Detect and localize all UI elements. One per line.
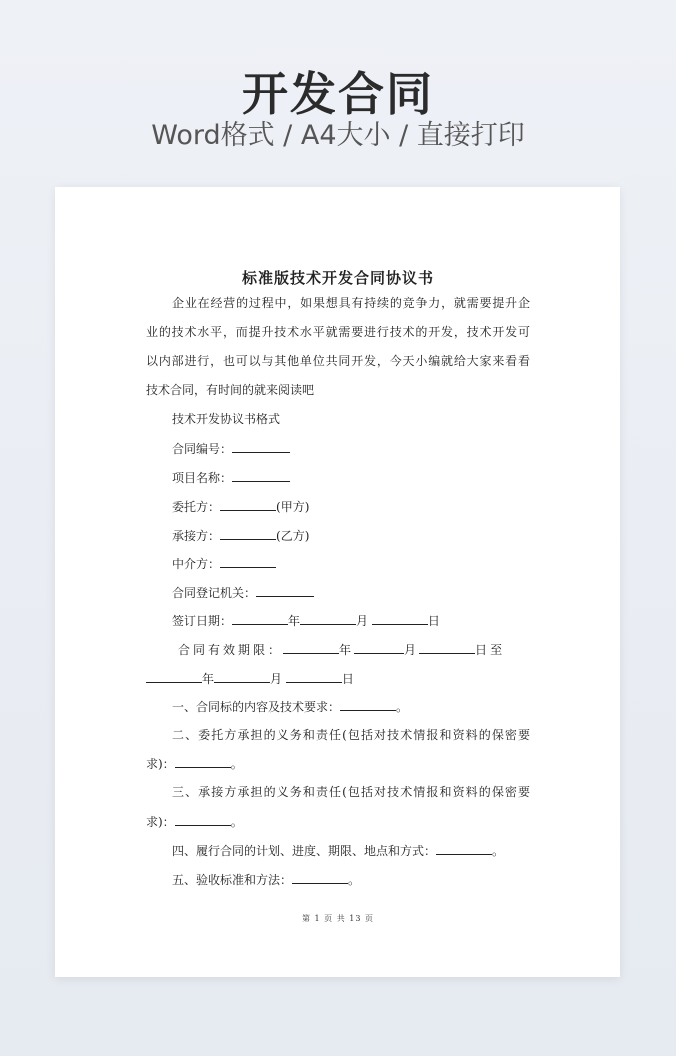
validity-end-row [146, 670, 530, 686]
item-1-label: 一、合同标的内容及技术要求： [172, 700, 341, 714]
item-2-blank [175, 755, 231, 768]
item-4-row [146, 842, 530, 858]
intro-line-4: 技术合同，有时间的就来阅读吧 [146, 383, 315, 397]
format-heading: 技术开发协议书格式 [172, 412, 281, 426]
item-1-period: 。 [396, 700, 409, 714]
contract-no-row [146, 440, 530, 456]
item-5-label: 五、验收标准和方法： [172, 873, 293, 887]
document-page [55, 187, 620, 977]
contractor-row [146, 527, 530, 543]
contractor-blank [220, 527, 276, 540]
intermediary-blank [220, 555, 276, 568]
client-row [146, 498, 530, 514]
registry-row [146, 584, 530, 600]
item-5-row [146, 871, 530, 887]
item-2-label: 求)： [146, 757, 175, 771]
validity-month-blank [354, 641, 404, 654]
end-day-blank [286, 670, 342, 683]
sign-month-blank [300, 612, 356, 625]
project-name-blank [232, 469, 290, 482]
validity-month-text: 月 [404, 643, 420, 657]
sign-date-row [146, 612, 530, 628]
item-2-line-2 [146, 755, 530, 771]
project-name-row [146, 469, 530, 485]
validity-year-blank [283, 641, 339, 654]
contract-no-label: 合同编号： [172, 442, 233, 456]
intermediary-label: 中介方： [172, 557, 221, 571]
sign-month-text: 月 [356, 614, 369, 628]
end-day-text: 日 [341, 672, 354, 686]
item-3-line-2 [146, 813, 530, 829]
validity-until-text: 至 [490, 643, 506, 657]
validity-year-text: 年 [339, 643, 355, 657]
intermediary-row [146, 555, 530, 571]
sign-date-label: 签订日期： [172, 614, 233, 628]
client-label: 委托方： [172, 500, 221, 514]
validity-day-blank [419, 641, 475, 654]
item-3-blank [175, 813, 231, 826]
end-month-blank [214, 670, 270, 683]
client-blank [220, 498, 276, 511]
item-2-period: 。 [230, 757, 243, 771]
item-3-label: 求)： [146, 815, 175, 829]
item-4-blank [436, 842, 492, 855]
document-title: 标准版技术开发合同协议书 [241, 269, 434, 287]
sign-day-blank [372, 612, 428, 625]
item-1-blank [340, 698, 396, 711]
end-month-text: 月 [270, 672, 283, 686]
item-1-row [146, 698, 530, 714]
project-name-label: 项目名称： [172, 471, 233, 485]
client-suffix: (甲方) [276, 500, 310, 514]
end-year-text: 年 [202, 672, 215, 686]
validity-label: 合同有效期限： [178, 643, 284, 657]
intro-line-1: 企业在经营的过程中，如果想具有持续的竞争力，就需要提升企 [172, 296, 530, 310]
sign-year-text: 年 [288, 614, 301, 628]
contractor-suffix: (乙方) [276, 529, 310, 543]
item-2-line-1: 二、委托方承担的义务和责任(包括对技术情报和资料的保密要 [172, 728, 530, 742]
item-5-blank [292, 871, 348, 884]
validity-day-text: 日 [475, 643, 491, 657]
item-4-label: 四、履行合同的计划、进度、期限、地点和方式： [172, 844, 437, 858]
validity-row [146, 641, 530, 657]
contract-no-blank [232, 440, 290, 453]
page-subtitle: Word格式 / A4大小 / 直接打印 [151, 120, 525, 151]
registry-label: 合同登记机关： [172, 586, 257, 600]
item-3-line-1: 三、承接方承担的义务和责任(包括对技术情报和资料的保密要 [172, 785, 530, 799]
page-title: 开发合同 [242, 67, 434, 121]
contractor-label: 承接方： [172, 529, 221, 543]
item-5-period: 。 [348, 873, 361, 887]
page-number-footer: 第 1 页 共 13 页 [302, 914, 374, 923]
registry-blank [256, 584, 314, 597]
item-4-period: 。 [492, 844, 505, 858]
end-year-blank [146, 670, 202, 683]
intro-line-2: 业的技术水平，而提升技术水平就需要进行技术的开发，技术开发可 [146, 325, 530, 339]
item-3-period: 。 [230, 815, 243, 829]
sign-year-blank [232, 612, 288, 625]
intro-line-3: 以内部进行，也可以与其他单位共同开发，今天小编就给大家来看看 [146, 354, 530, 368]
sign-day-text: 日 [427, 614, 440, 628]
